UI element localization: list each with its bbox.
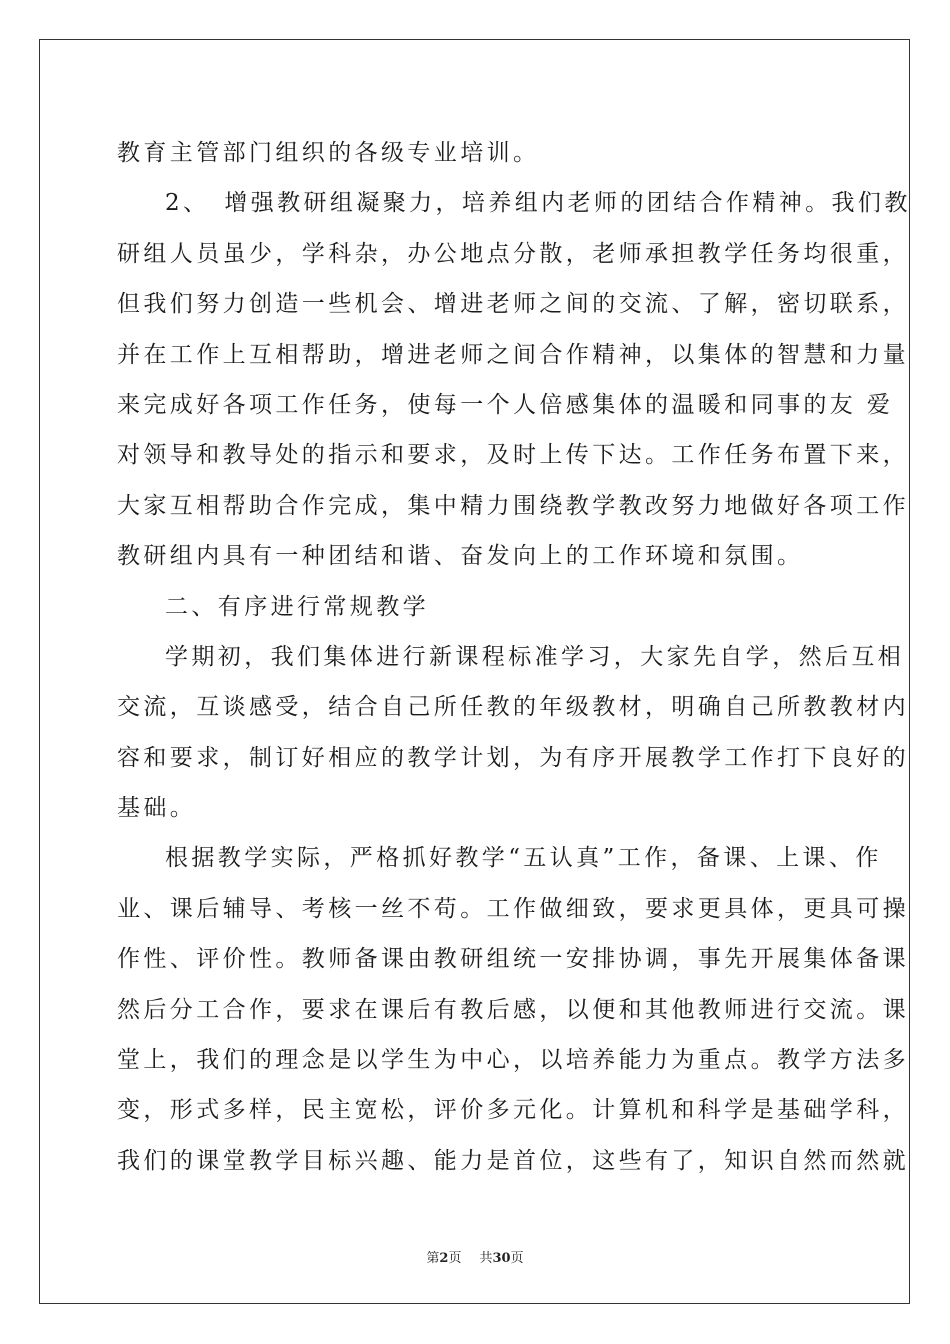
text-line: 我们的课堂教学目标兴趣、能力是首位，这些有了，知识自然而然就 xyxy=(117,1147,909,1174)
section-heading: 二、有序进行常规教学 xyxy=(165,593,429,620)
text-line: 并在工作上互相帮助，增进老师之间合作精神，以集体的智慧和力量 xyxy=(117,341,909,368)
text-line: 学期初，我们集体进行新课程标准学习，大家先自学，然后互相 xyxy=(165,643,905,670)
total-pages: 30 xyxy=(492,1251,511,1266)
text-line: 交流，互谈感受，结合自己所任教的年级教材，明确自己所教教材内 xyxy=(117,694,909,721)
total-prefix: 共 xyxy=(479,1251,493,1266)
text-line: 研组人员虽少，学科杂，办公地点分散，老师承担教学任务均很重， xyxy=(117,240,909,267)
page-number: 2 xyxy=(439,1251,449,1266)
text-line: 2、 增强教研组凝聚力，培养组内老师的团结合作精神。我们教 xyxy=(165,190,911,217)
text-line: 教研组内具有一种团结和谐、奋发向上的工作环境和氛围。 xyxy=(117,543,804,570)
text-line: 基础。 xyxy=(117,795,197,822)
total-suffix: 页 xyxy=(510,1251,524,1266)
text-line: 容和要求，制订好相应的教学计划，为有序开展教学工作打下良好的 xyxy=(117,744,909,771)
text-line: 然后分工合作，要求在课后有教后感，以便和其他教师进行交流。课 xyxy=(117,996,909,1023)
text-line: 业、课后辅导、考核一丝不苟。工作做细致，要求更具体，更具可操 xyxy=(117,895,909,922)
text-line: 根据教学实际，严格抓好教学“五认真”工作，备课、上课、作 xyxy=(165,845,882,872)
text-line: 堂上，我们的理念是以学生为中心，以培养能力为重点。教学方法多 xyxy=(117,1047,909,1074)
page-footer xyxy=(0,1247,950,1266)
page-suffix: 页 xyxy=(448,1251,462,1266)
text-line: 但我们努力创造一些机会、增进老师之间的交流、了解，密切联系， xyxy=(117,291,909,318)
document-body xyxy=(117,128,911,1186)
text-line: 对领导和教导处的指示和要求，及时上传下达。工作任务布置下来， xyxy=(117,442,909,469)
text-line: 作性、评价性。教师备课由教研组统一安排协调，事先开展集体备课 xyxy=(117,946,909,973)
text-line: 来完成好各项工作任务，使每一个人倍感集体的温暖和同事的友 爱 xyxy=(117,391,894,418)
page-prefix: 第 xyxy=(426,1251,440,1266)
text-line: 教育主管部门组织的各级专业培训。 xyxy=(117,140,540,166)
text-line: 大家互相帮助合作完成，集中精力围绕教学教改努力地做好各项工作 xyxy=(117,492,909,519)
text-line: 变，形式多样，民主宽松，评价多元化。计算机和科学是基础学科， xyxy=(117,1097,909,1124)
